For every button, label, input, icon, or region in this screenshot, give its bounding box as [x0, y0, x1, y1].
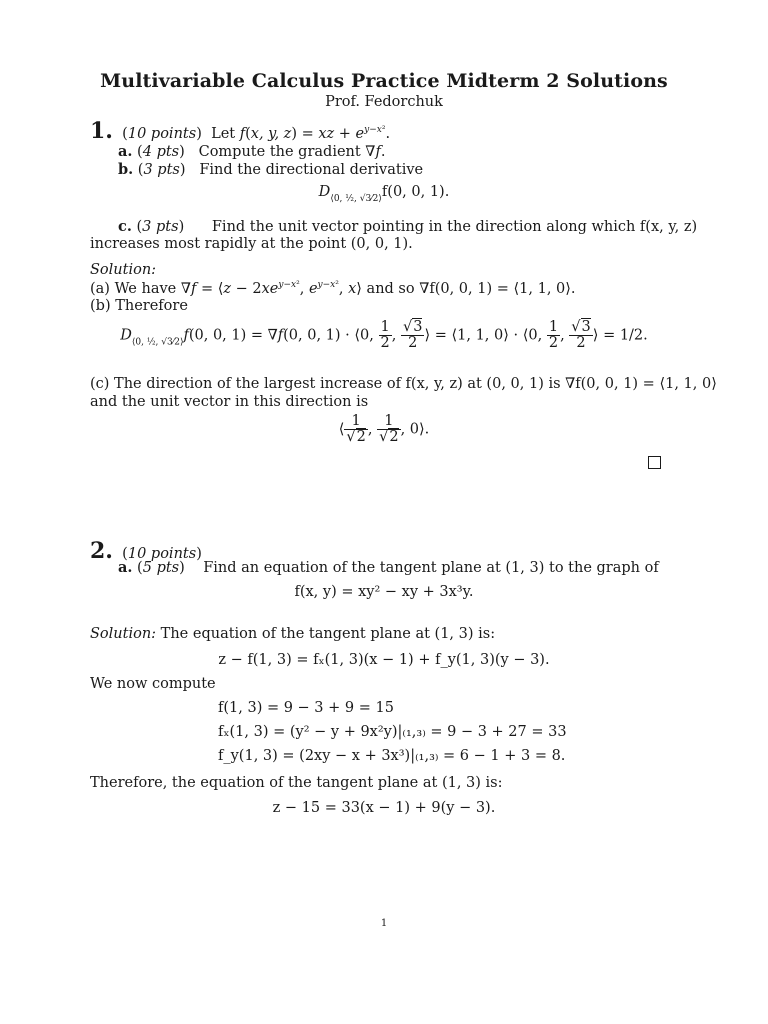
solution-1b-label: (b) Therefore [90, 298, 188, 314]
page-title: Multivariable Calculus Practice Midterm 2 Solutions [100, 70, 668, 92]
part-text-line-1: Find the unit vector pointing in the direction along which f(x, y, z) [211, 219, 698, 235]
solution-1b-rhs: = ⟨1, 1, 0⟩ · ⟨0, [434, 327, 543, 344]
directional-derivative-formula: $D_{⟨0, \frac{1}{2}, √3⁄2⟩}f(0$, 0, 1). [318, 184, 450, 204]
problem-1-points: 10 points [127, 126, 197, 142]
problem-1-statement: Let f(x, y, z) = xz + $e^{y-x^2}$. [211, 125, 391, 142]
problem-1-number: 1. [90, 118, 113, 144]
calc-fy: f_y(1, 3) = (2xy − x + 3x³)|₍₁,₃₎ = 6 − 1 + 3 = 8. [218, 748, 566, 764]
problem-1c: c. (3 pts) Find the unit vector pointing in the direction along which f(x, y, z) [118, 218, 698, 235]
calc-f: f(1, 3) = 9 − 3 + 9 = 15 [218, 700, 394, 716]
solution-1a: (a) We have ∇f = ⟨z − $2xe^{y-x^2}$, $e^{y-x^2}$, x⟩ and so ∇f(0, 0, 1) = ⟨1, 1, 0⟩. [90, 280, 576, 297]
part-label: a. [118, 143, 133, 160]
calc-fx: fₓ(1, 3) = (y² − y + 9x²y)|₍₁,₃₎ = 9 − 3 + 27 = 33 [218, 724, 567, 740]
problem-2-function: f(x, y) = xy² − xy + 3x³y. [294, 584, 474, 600]
part-text: Find an equation of the tangent plane at (1, 3) to the graph of [203, 560, 659, 576]
tangent-plane-general: z − f(1, 3) = fₓ(1, 3)(x − 1) + f_y(1, 3)(y − 3). [218, 652, 550, 668]
problem-1b: b. (3 pts) Find the directional derivative [118, 161, 424, 178]
part-text: Compute the gradient ∇f. [198, 144, 386, 160]
solution-1b-equation: $D_{⟨0, \frac{1}{2}, √3⁄2⟩}f(0$, 0, 1) = ∇f(0, 0, 1) · ⟨0, $\frac{1}{2}$ , $\frac{√3}{2}$ ⟩ = ⟨1, 1, 0⟩ · ⟨0, $\frac{1}{2}$ , $\frac{√3}{2}$ ⟩ = 1/2. [120, 319, 648, 352]
part-points: 3 pts [142, 219, 179, 235]
tangent-plane-final: z − 15 = 33(x − 1) + 9(y − 3). [272, 800, 496, 816]
solution-1c-line-2: and the unit vector in this direction is [90, 394, 369, 410]
solution-label: Solution: [90, 626, 157, 642]
solution-text: The equation of the tangent plane at (1, 3) is: [160, 626, 496, 642]
solution-1a-result: and so ∇f(0, 0, 1) = ⟨1, 1, 0⟩. [366, 281, 576, 297]
problem-2a: a. (5 pts) Find an equation of the tangent plane at (1, 3) to the graph of [118, 559, 659, 576]
problem-1a: a. (4 pts) Compute the gradient ∇f. [118, 143, 386, 160]
formula-tail: f(0, 0, 1). [381, 184, 450, 200]
therefore-text: Therefore, the equation of the tangent plane at (1, 3) is: [90, 775, 503, 791]
solution-2-intro [90, 626, 495, 643]
part-points: 5 pts [142, 560, 180, 576]
part-label: a. [118, 559, 133, 576]
solution-1c-line-1: (c) The direction of the largest increase of f(x, y, z) at (0, 0, 1) is ∇f(0, 0, 1) = ⟨1, 1, 0⟩ [90, 376, 717, 392]
part-text: Find the directional derivative [199, 162, 424, 178]
problem-2-points: 10 points [127, 546, 197, 562]
compute-label: We now compute [90, 676, 216, 692]
part-points: 3 pts [143, 162, 180, 178]
qed-square-icon [648, 456, 661, 469]
part-label: b. [118, 161, 134, 178]
problem-2-number: 2. [90, 538, 113, 564]
problem-2-header: 2. (10 points) [90, 538, 202, 564]
part-text-line-2: increases most rapidly at the point (0, 0, 1). [90, 236, 413, 252]
author: Prof. Fedorchuk [325, 94, 443, 110]
unit-vector-result: ⟨ $\frac{1}{√2}$ , $\frac{1}{√2}$ , 0⟩. [338, 413, 430, 446]
page-number: 1 [380, 918, 388, 929]
part-label: c. [118, 218, 132, 235]
part-points: 4 pts [142, 144, 180, 160]
problem-1-header: 1. (10 points) Let f(x, y, z) = xz + $e^{y-x^2}$. [90, 118, 391, 144]
solution-1b-result: = 1/2. [603, 327, 648, 344]
solution-label: Solution: [90, 262, 157, 278]
